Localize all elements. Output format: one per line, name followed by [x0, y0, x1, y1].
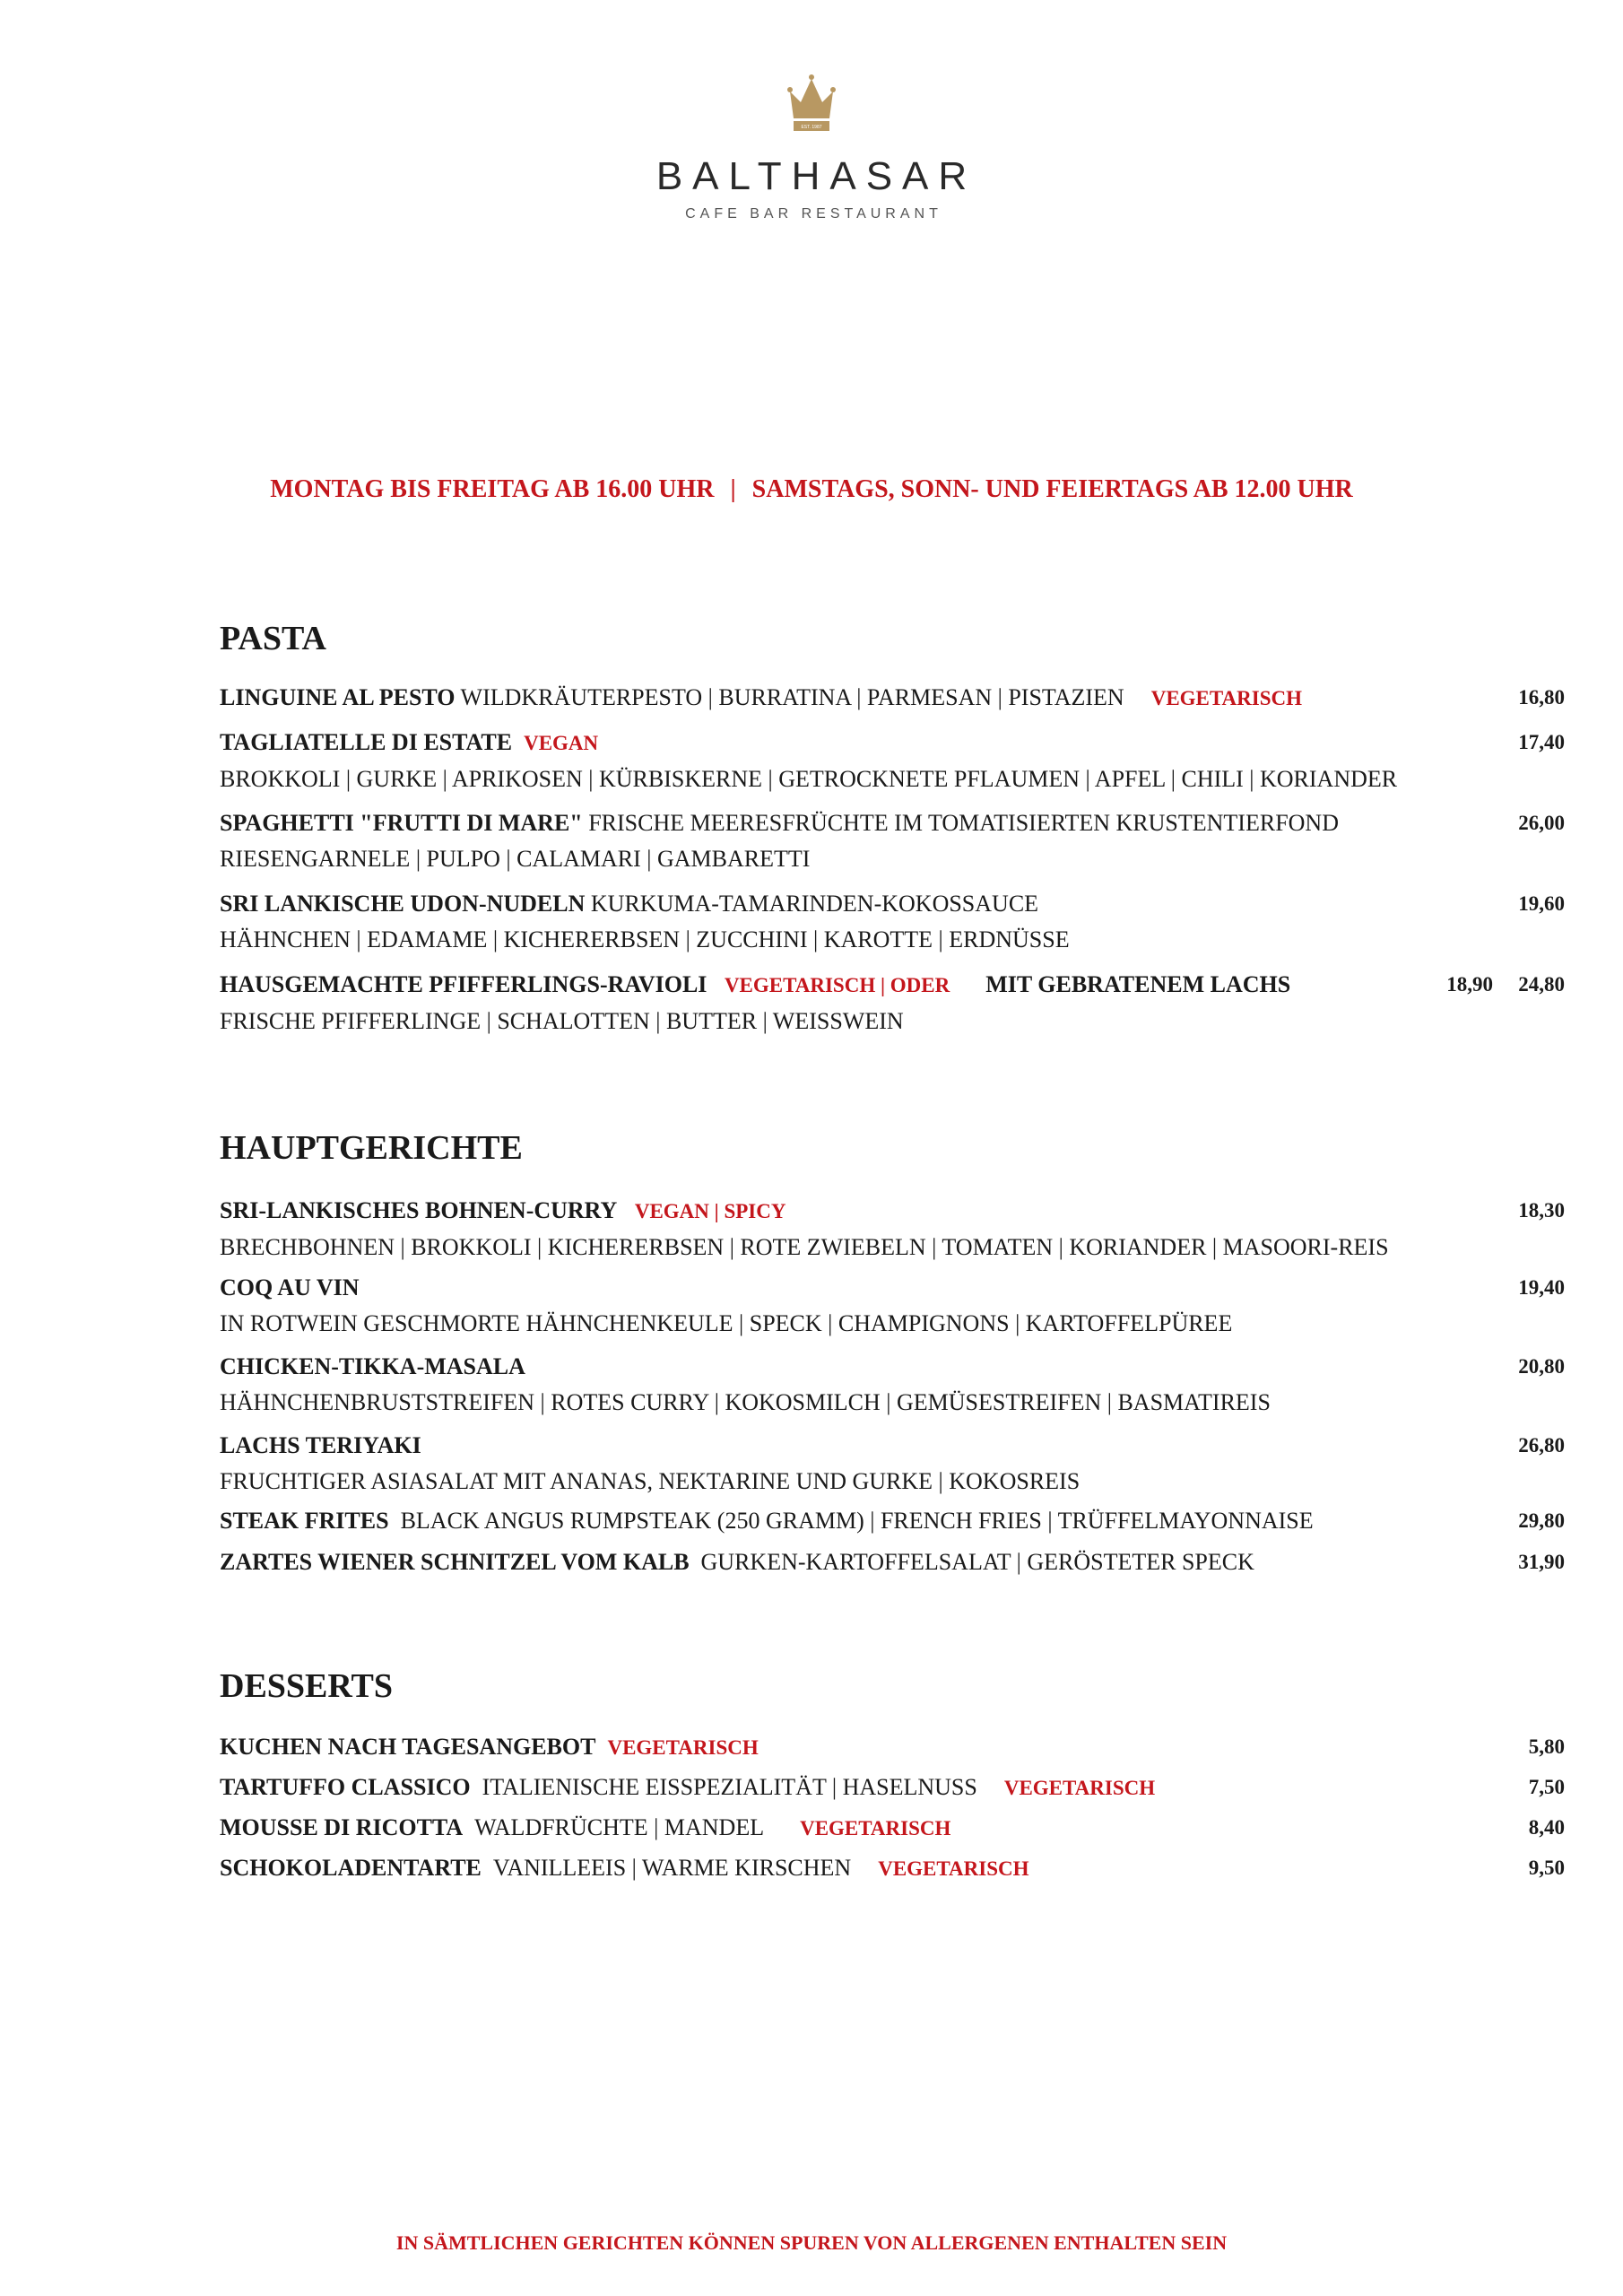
item-price: 5,80 — [1528, 1735, 1565, 1758]
item-price: 31,90 — [1518, 1551, 1565, 1573]
item-name: TAGLIATELLE DI ESTATE — [220, 729, 513, 755]
item-name: LINGUINE AL PESTO — [220, 684, 456, 710]
allergen-notice: IN SÄMTLICHEN GERICHTEN KÖNNEN SPUREN VON ALLERGENEN ENTHALTEN SEIN — [395, 2231, 1228, 2254]
opening-hours — [0, 475, 1623, 504]
item-description: BLACK ANGUS RUMPSTEAK (250 GRAMM) | FRENCH FRIES | TRÜFFELMAYONNAISE — [400, 1508, 1314, 1534]
item-name: MOUSSE DI RICOTTA — [220, 1814, 464, 1840]
item-name: COQ AU VIN — [220, 1274, 360, 1300]
item-tag: VEGAN | SPICY — [634, 1200, 786, 1222]
item-tag: VEGETARISCH | ODER — [724, 974, 950, 996]
item-tag: VEGETARISCH — [800, 1817, 951, 1839]
item-name: ZARTES WIENER SCHNITZEL VOM KALB — [220, 1549, 690, 1575]
item-price: 16,80 — [1518, 686, 1565, 709]
item-tag: VEGETARISCH — [1003, 1777, 1156, 1799]
item-price: 8,40 — [1528, 1816, 1565, 1839]
item-description: VANILLEEIS | WARME KIRSCHEN — [492, 1855, 852, 1881]
item-tag: VEGETARISCH — [878, 1857, 1029, 1880]
item-price: 17,40 — [1518, 731, 1565, 753]
item-option: MIT GEBRATENEM LACHS — [985, 971, 1291, 997]
menu-item — [220, 1810, 1565, 1847]
section-title-desserts: DESSERTS — [220, 1667, 393, 1705]
item-ingredients: IN ROTWEIN GESCHMORTE HÄHNCHENKEULE | SPECK | CHAMPIGNONS | KARTOFFELPÜREE — [220, 1310, 1233, 1336]
brand-name: BALTHASAR — [655, 154, 977, 198]
section-title-pasta: PASTA — [220, 620, 326, 657]
item-tag: VEGETARISCH — [1150, 687, 1302, 709]
item-ingredients: RIESENGARNELE | PULPO | CALAMARI | GAMBARETTI — [220, 846, 811, 872]
item-name: HAUSGEMACHTE PFIFFERLINGS-RAVIOLI — [220, 971, 707, 997]
item-price: 20,80 — [1518, 1355, 1565, 1378]
menu-item — [220, 1193, 1565, 1265]
item-price: 24,80 — [1518, 973, 1565, 996]
item-price: 19,40 — [1518, 1276, 1565, 1299]
brand-header — [0, 72, 1623, 222]
menu-item — [220, 725, 1565, 797]
item-ingredients: HÄHNCHENBRUSTSTREIFEN | ROTES CURRY | KOKOSMILCH | GEMÜSESTREIFEN | BASMATIREIS — [220, 1389, 1271, 1415]
menu-item — [220, 805, 1565, 877]
menu-item — [220, 967, 1565, 1039]
item-name: SRI LANKISCHE UDON-NUDELN — [220, 891, 586, 917]
item-description: ITALIENISCHE EISSPEZIALITÄT | HASELNUSS — [482, 1774, 977, 1800]
item-price: 26,00 — [1518, 812, 1565, 834]
menu-item — [220, 1270, 1565, 1342]
item-price: 19,60 — [1518, 892, 1565, 915]
menu-item — [220, 1850, 1565, 1887]
item-price: 7,50 — [1528, 1776, 1565, 1798]
item-description: KURKUMA-TAMARINDEN-KOKOSSAUCE — [590, 891, 1039, 917]
menu-item — [220, 680, 1565, 717]
item-name: KUCHEN NACH TAGESANGEBOT — [220, 1734, 596, 1760]
item-name: TARTUFFO CLASSICO — [220, 1774, 471, 1800]
item-ingredients: BROKKOLI | GURKE | APRIKOSEN | KÜRBISKERNE | GETROCKNETE PFLAUMEN | APFEL | CHILI | KORIANDER — [220, 766, 1398, 792]
item-price: 26,80 — [1518, 1434, 1565, 1457]
item-description: WILDKRÄUTERPESTO | BURRATINA | PARMESAN | PISTAZIEN — [460, 684, 1124, 710]
item-name: LACHS TERIYAKI — [220, 1432, 421, 1458]
item-description: FRISCHE MEERESFRÜCHTE IM TOMATISIERTEN KRUSTENTIERFOND — [588, 810, 1339, 836]
menu-item — [220, 1544, 1565, 1580]
hours-weekdays: MONTAG BIS FREITAG AB 16.00 UHR — [270, 475, 715, 503]
item-name: SRI-LANKISCHES BOHNEN-CURRY — [220, 1197, 618, 1223]
menu-item — [220, 1428, 1565, 1500]
hours-separator: | — [730, 475, 736, 503]
item-description: GURKEN-KARTOFFELSALAT | GERÖSTETER SPECK — [700, 1549, 1254, 1575]
item-price: 9,50 — [1528, 1857, 1565, 1879]
menu-item — [220, 1349, 1565, 1421]
item-ingredients: FRUCHTIGER ASIASALAT MIT ANANAS, NEKTARINE UND GURKE | KOKOSREIS — [220, 1468, 1081, 1494]
item-description: WALDFRÜCHTE | MANDEL — [474, 1814, 765, 1840]
item-name: SPAGHETTI "FRUTTI DI MARE" — [220, 810, 583, 836]
crown-logo-icon — [785, 72, 838, 133]
item-price-alt: 18,90 — [1446, 973, 1493, 996]
item-tag: VEGETARISCH — [607, 1736, 759, 1759]
item-name: CHICKEN-TIKKA-MASALA — [220, 1353, 525, 1379]
menu-item — [220, 886, 1565, 958]
item-ingredients: HÄHNCHEN | EDAMAME | KICHERERBSEN | ZUCCHINI | KAROTTE | ERDNÜSSE — [220, 926, 1070, 952]
item-price: 18,30 — [1518, 1199, 1565, 1222]
item-name: STEAK FRITES — [220, 1508, 389, 1534]
brand-subtitle: CAFE BAR RESTAURANT — [685, 206, 942, 222]
crown-text: EST. 1987 — [801, 125, 822, 130]
hours-weekend: SAMSTAGS, SONN- UND FEIERTAGS AB 12.00 UHR — [751, 475, 1353, 503]
item-ingredients: FRISCHE PFIFFERLINGE | SCHALOTTEN | BUTTER | WEISSWEIN — [220, 1008, 904, 1034]
menu-item — [220, 1729, 1565, 1766]
menu-item — [220, 1503, 1565, 1539]
item-price: 29,80 — [1518, 1509, 1565, 1532]
menu-item — [220, 1770, 1565, 1806]
item-name: SCHOKOLADENTARTE — [220, 1855, 482, 1881]
section-title-main: HAUPTGERICHTE — [220, 1129, 523, 1167]
item-ingredients: BRECHBOHNEN | BROKKOLI | KICHERERBSEN | ROTE ZWIEBELN | TOMATEN | KORIANDER | MASOORI-REIS — [220, 1234, 1389, 1260]
item-tag: VEGAN — [524, 732, 599, 754]
